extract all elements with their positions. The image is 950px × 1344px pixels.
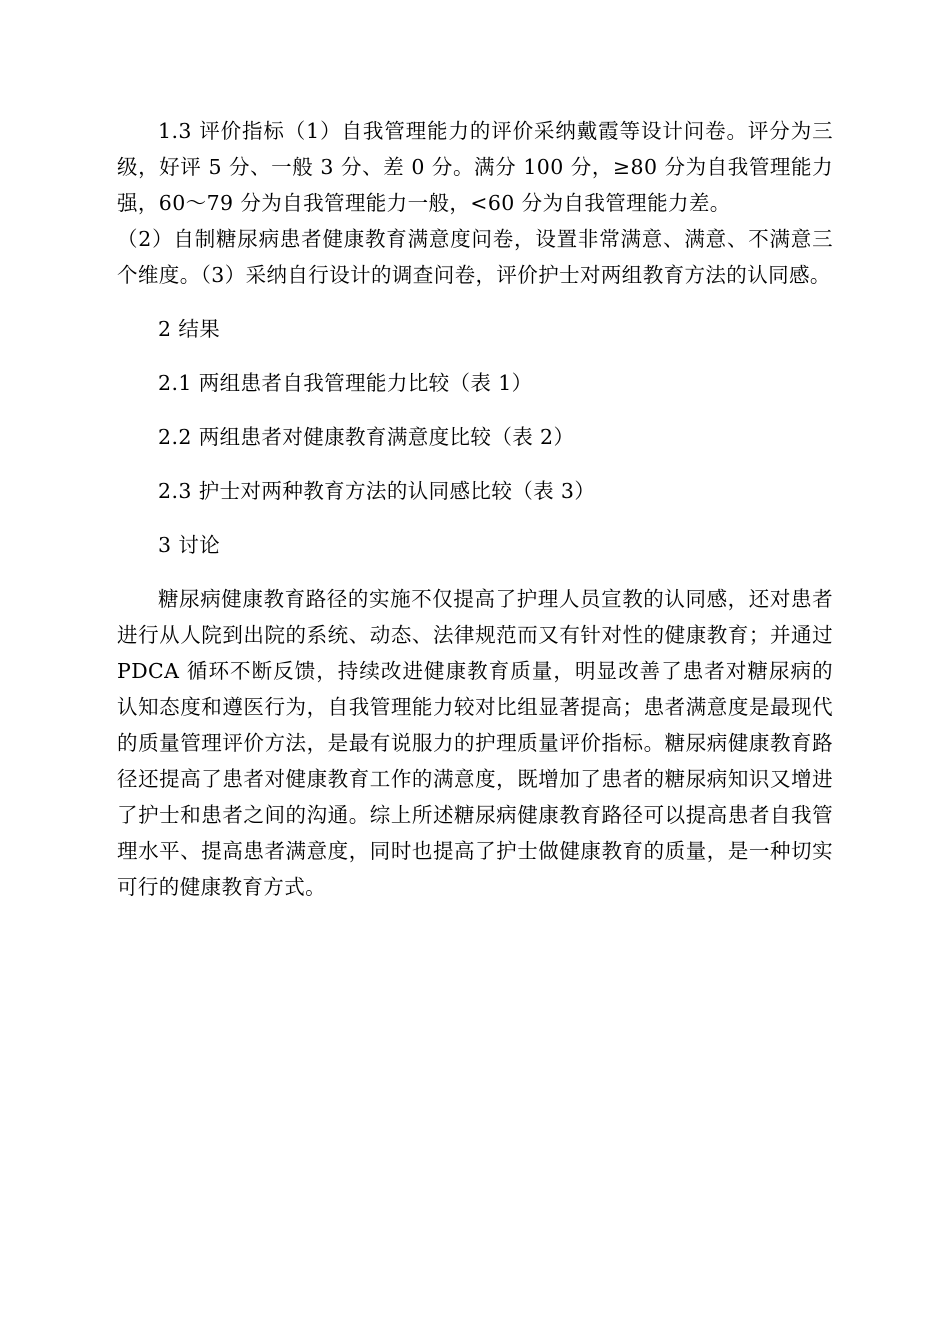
document-page xyxy=(117,113,833,905)
section-1-3-paragraph: 1.3 评价指标（1）自我管理能力的评价采纳戴霞等设计问卷。评分为三级，好评 5 分、一般 3 分、差 0 分。满分 100 分，≥80 分为自我管理能力强，60～79 分为自我管理能力一般，<60 分为自我管理能力差。 xyxy=(117,119,833,215)
discussion-heading: 3 讨论 xyxy=(158,533,221,557)
discussion-paragraph: 糖尿病健康教育路径的实施不仅提高了护理人员宣教的认同感，还对患者进行从人院到出院的系统、动态、法律规范而又有针对性的健康教育；并通过 PDCA 循环不断反馈，持续改进健康教育质量，明显改善了患者对糖尿病的认知态度和遵医行为，自我管理能力较对比组显著提高；患者满意度是最现代的质量管理评价方法，是最有说服力的护理质量评价指标。糖尿病健康教育路径还提高了患者对健康教育工作的满意度，既增加了患者的糖尿病知识又增进了护士和患者之间的沟通。综上所述糖尿病健康教育路径可以提高患者自我管理水平、提高患者满意度，同时也提高了护士做健康教育的质量，是一种切实可行的健康教育方式。 xyxy=(117,587,833,899)
result-2-3-heading: 2.3 护士对两种教育方法的认同感比较（表 3） xyxy=(158,479,596,503)
section-1-3-continuation: （2）自制糖尿病患者健康教育满意度问卷，设置非常满意、满意、不满意三个维度。（3）采纳自行设计的调查问卷，评价护士对两组教育方法的认同感。 xyxy=(117,227,833,287)
result-2-1-heading: 2.1 两组患者自我管理能力比较（表 1） xyxy=(158,371,533,395)
result-2-2-heading: 2.2 两组患者对健康教育满意度比较（表 2） xyxy=(158,425,575,449)
results-heading: 2 结果 xyxy=(158,317,221,341)
